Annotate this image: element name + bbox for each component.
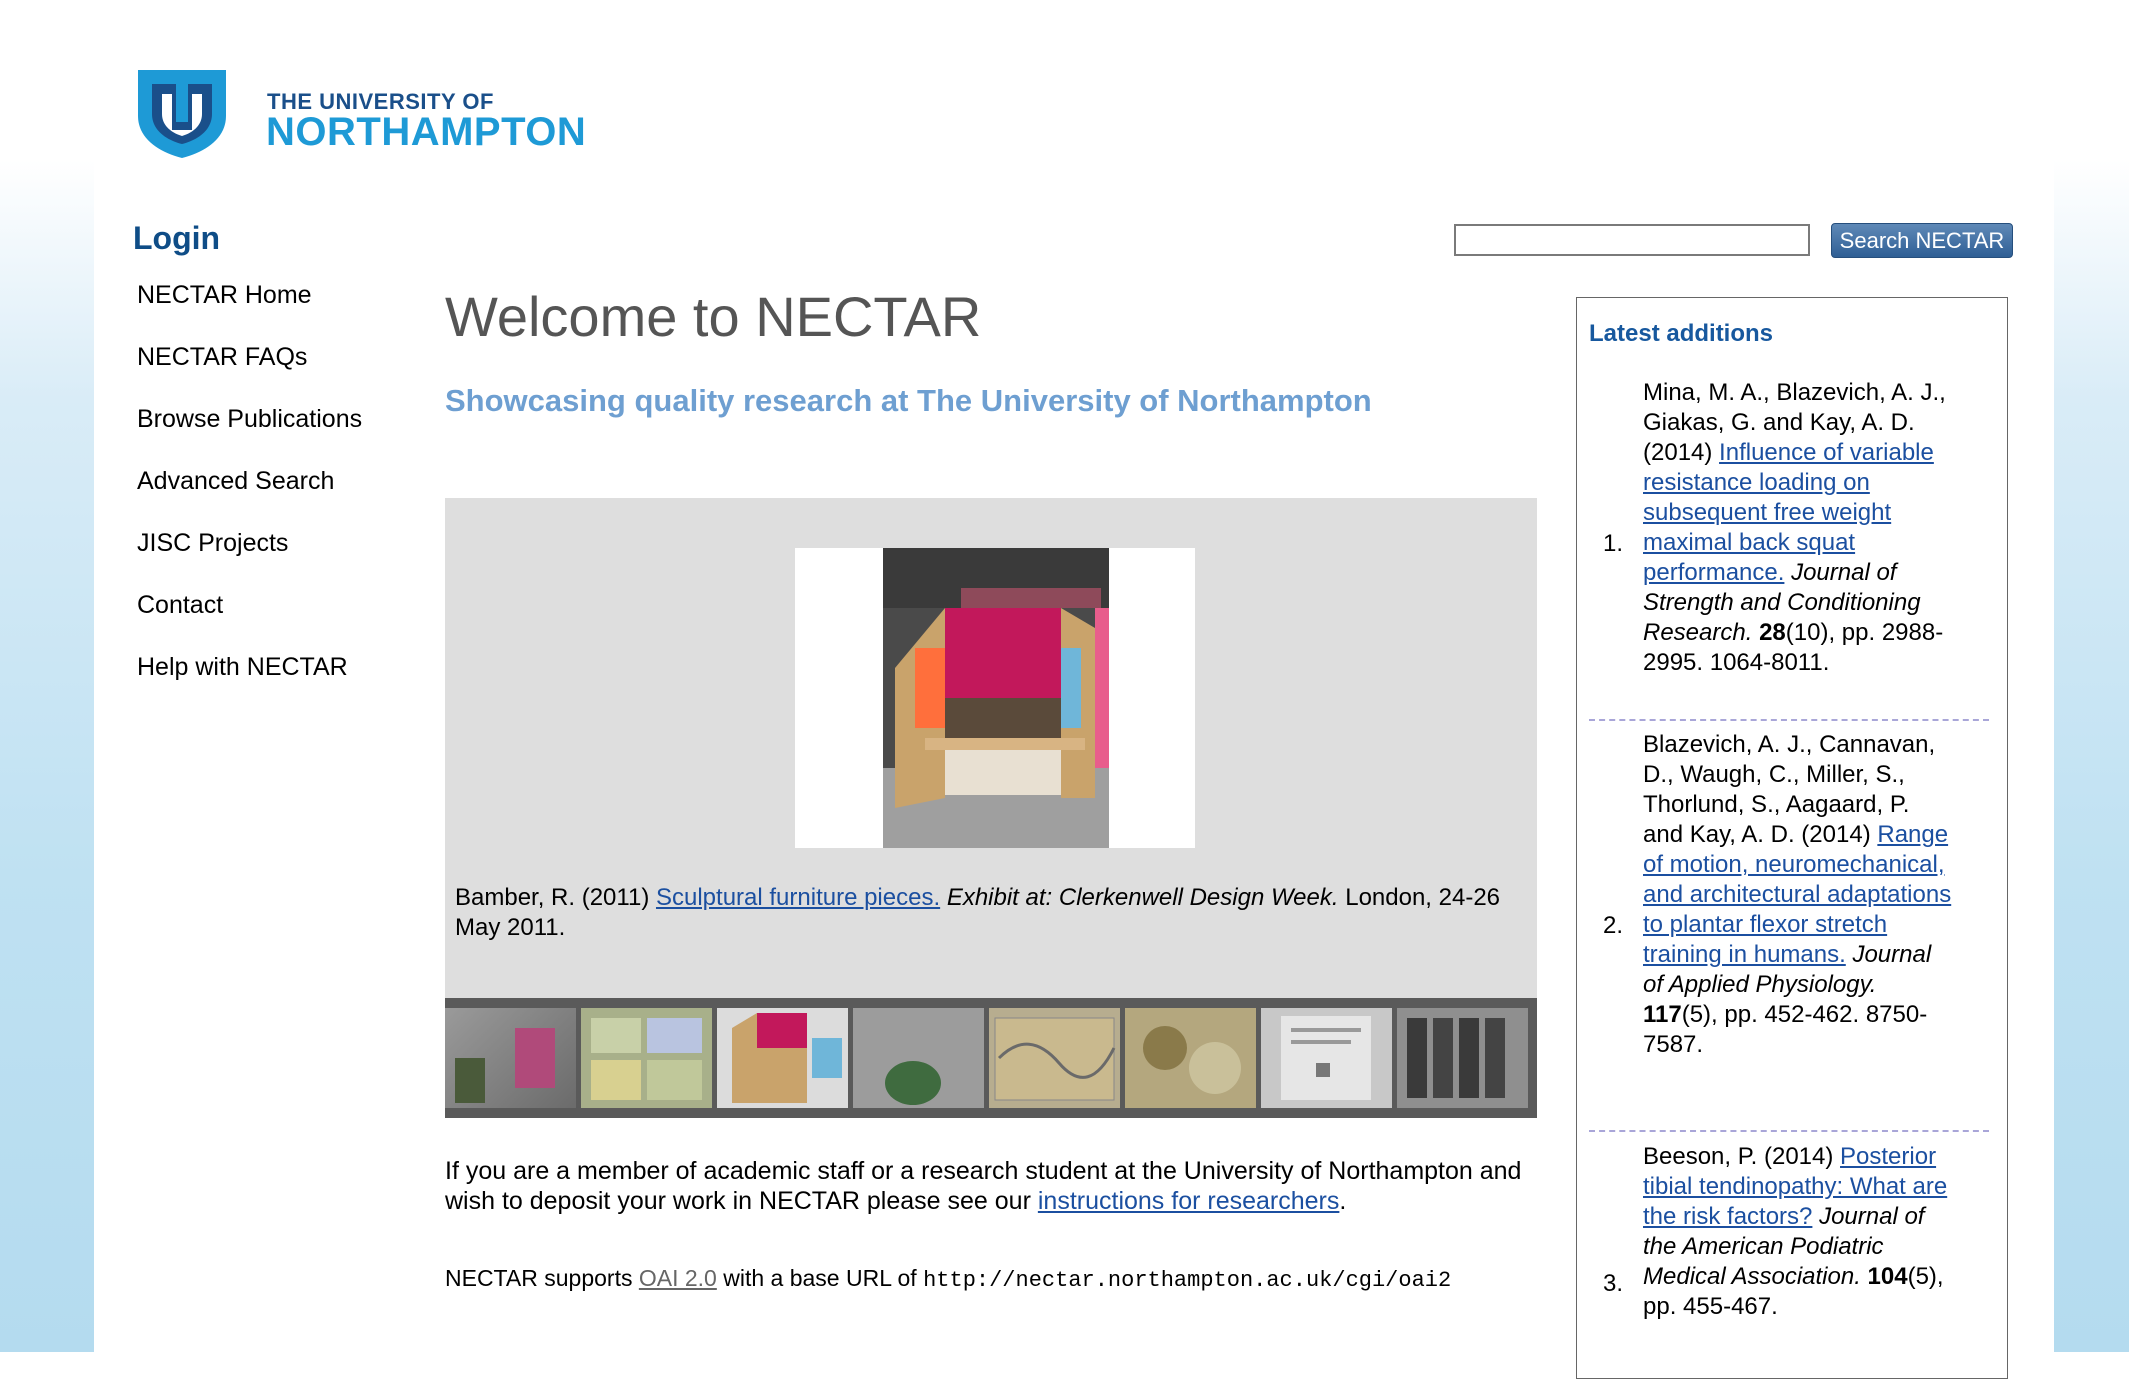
entry-journal: Journal of the American Podiatric Medical Association. <box>1643 1203 1925 1290</box>
entry-title-link[interactable]: Posterior tibial tendinopathy: What are the risk factors? <box>1643 1143 1948 1230</box>
entry-title-link[interactable]: Range of motion, neuromechanical, and architectural adaptations to plantar flexor stretch training in humans. <box>1643 821 1952 968</box>
sidebar-item-help[interactable]: Help with NECTAR <box>137 653 348 681</box>
sidebar-item-nectar-home[interactable]: NECTAR Home <box>137 281 312 309</box>
thumbnail-4[interactable] <box>853 1008 984 1108</box>
entry-separator <box>1589 719 1989 721</box>
furniture-image-icon <box>795 548 1195 848</box>
university-logo[interactable] <box>132 64 587 164</box>
thumbnail-green-icon <box>853 1008 984 1108</box>
shield-logo-icon <box>132 64 232 160</box>
entry-citation <box>1643 378 1955 678</box>
thumbnail-document-icon <box>1261 1008 1392 1108</box>
page-container <box>94 0 2054 1352</box>
oai-info <box>445 1263 1565 1296</box>
entry-authors: Beeson, P. (2014) <box>1643 1143 1841 1170</box>
entry-citation <box>1643 1142 1955 1322</box>
featured-caption <box>455 883 1525 943</box>
sidebar-item-nectar-faqs[interactable]: NECTAR FAQs <box>137 343 308 371</box>
researcher-end: . <box>1339 1187 1347 1215</box>
thumbnail-grid-icon <box>581 1008 712 1108</box>
thumbnail-map-icon <box>989 1008 1120 1108</box>
entry-number: 3. <box>1603 1270 1624 1297</box>
thumbnail-2[interactable] <box>581 1008 712 1108</box>
entry-citation <box>1643 730 1955 1060</box>
sidebar-item-browse-publications[interactable]: Browse Publications <box>137 405 363 433</box>
featured-details: London, 24-26 May 2011. <box>455 884 1501 941</box>
oai-link[interactable]: OAI 2.0 <box>638 1265 717 1291</box>
entry-authors: Mina, M. A., Blazevich, A. J., Giakas, G. and Kay, A. D. (2014) <box>1643 379 1946 466</box>
latest-additions-title: Latest additions <box>1589 320 1774 347</box>
thumbnail-7[interactable] <box>1261 1008 1392 1108</box>
featured-venue: Exhibit at: Clerkenwell Design Week. <box>946 884 1339 911</box>
thumbnail-panels-icon <box>1397 1008 1528 1108</box>
researcher-text: If you are a member of academic staff or a research student at the University of Northampton and wish to deposit your work in NECTAR please see our <box>445 1157 1522 1215</box>
sidebar-item-advanced-search[interactable]: Advanced Search <box>137 467 335 495</box>
sidebar-item-jisc-projects[interactable]: JISC Projects <box>137 529 289 557</box>
sidebar-nav <box>137 278 362 712</box>
thumbnail-gallery-icon <box>445 1008 576 1108</box>
page-title: Welcome to NECTAR <box>445 285 982 348</box>
thumbnail-5[interactable] <box>989 1008 1120 1108</box>
latest-additions-panel <box>1576 297 2008 1379</box>
entry-pages: (10), pp. 2988-2995. 1064-8011. <box>1643 619 1944 676</box>
featured-link[interactable]: Sculptural furniture pieces. <box>655 884 941 911</box>
entry-volume: 28 <box>1759 619 1786 646</box>
entry-pages: (5), pp. 452-462. 8750-7587. <box>1643 1001 1928 1058</box>
entry-number: 2. <box>1603 912 1624 939</box>
entry-number: 1. <box>1603 530 1624 557</box>
oai-pre: NECTAR supports <box>445 1265 639 1291</box>
search-input[interactable] <box>1454 224 1810 256</box>
search-button[interactable]: Search NECTAR <box>1831 223 2013 258</box>
thumbnail-1[interactable] <box>445 1008 576 1108</box>
entry-volume: 117 <box>1643 1001 1682 1028</box>
entry-separator <box>1589 1130 1989 1132</box>
entry-pages: (5), pp. 455-467. <box>1643 1263 1944 1320</box>
entry-title-link[interactable]: Influence of variable resistance loading on subsequent free weight maximal back squat performance. <box>1643 439 1934 586</box>
entry-authors: Blazevich, A. J., Cannavan, D., Waugh, C., Miller, S., Thorlund, S., Aagaard, P. and Kay, A. D. (2014) <box>1643 731 1936 848</box>
page-subtitle: Showcasing quality research at The University of Northampton <box>445 383 1372 418</box>
oai-mid: with a base URL of <box>716 1265 924 1291</box>
instructions-link[interactable]: instructions for researchers <box>1037 1187 1340 1215</box>
researcher-instructions <box>445 1156 1545 1216</box>
oai-url: http://nectar.northampton.ac.uk/cgi/oai2 <box>923 1268 1452 1293</box>
logo-line-2: NORTHAMPTON <box>266 110 587 154</box>
logo-line-1: THE UNIVERSITY OF <box>267 89 494 114</box>
thumbnail-collage-icon <box>1125 1008 1256 1108</box>
featured-item-panel <box>445 498 1537 998</box>
thumbnail-strip <box>445 998 1537 1118</box>
featured-image[interactable] <box>795 548 1195 848</box>
sidebar-item-contact[interactable]: Contact <box>137 591 224 619</box>
thumbnail-6[interactable] <box>1125 1008 1256 1108</box>
featured-author: Bamber, R. (2011) <box>455 884 656 911</box>
thumbnail-3[interactable] <box>717 1008 848 1108</box>
entry-journal: Journal of Applied Physiology. <box>1643 941 1932 998</box>
login-link[interactable]: Login <box>133 220 221 256</box>
entry-volume: 104 <box>1867 1263 1908 1290</box>
entry-journal: Journal of Strength and Conditioning Research. <box>1643 559 1921 646</box>
thumbnail-furniture-icon <box>717 1008 848 1108</box>
thumbnail-8[interactable] <box>1397 1008 1528 1108</box>
